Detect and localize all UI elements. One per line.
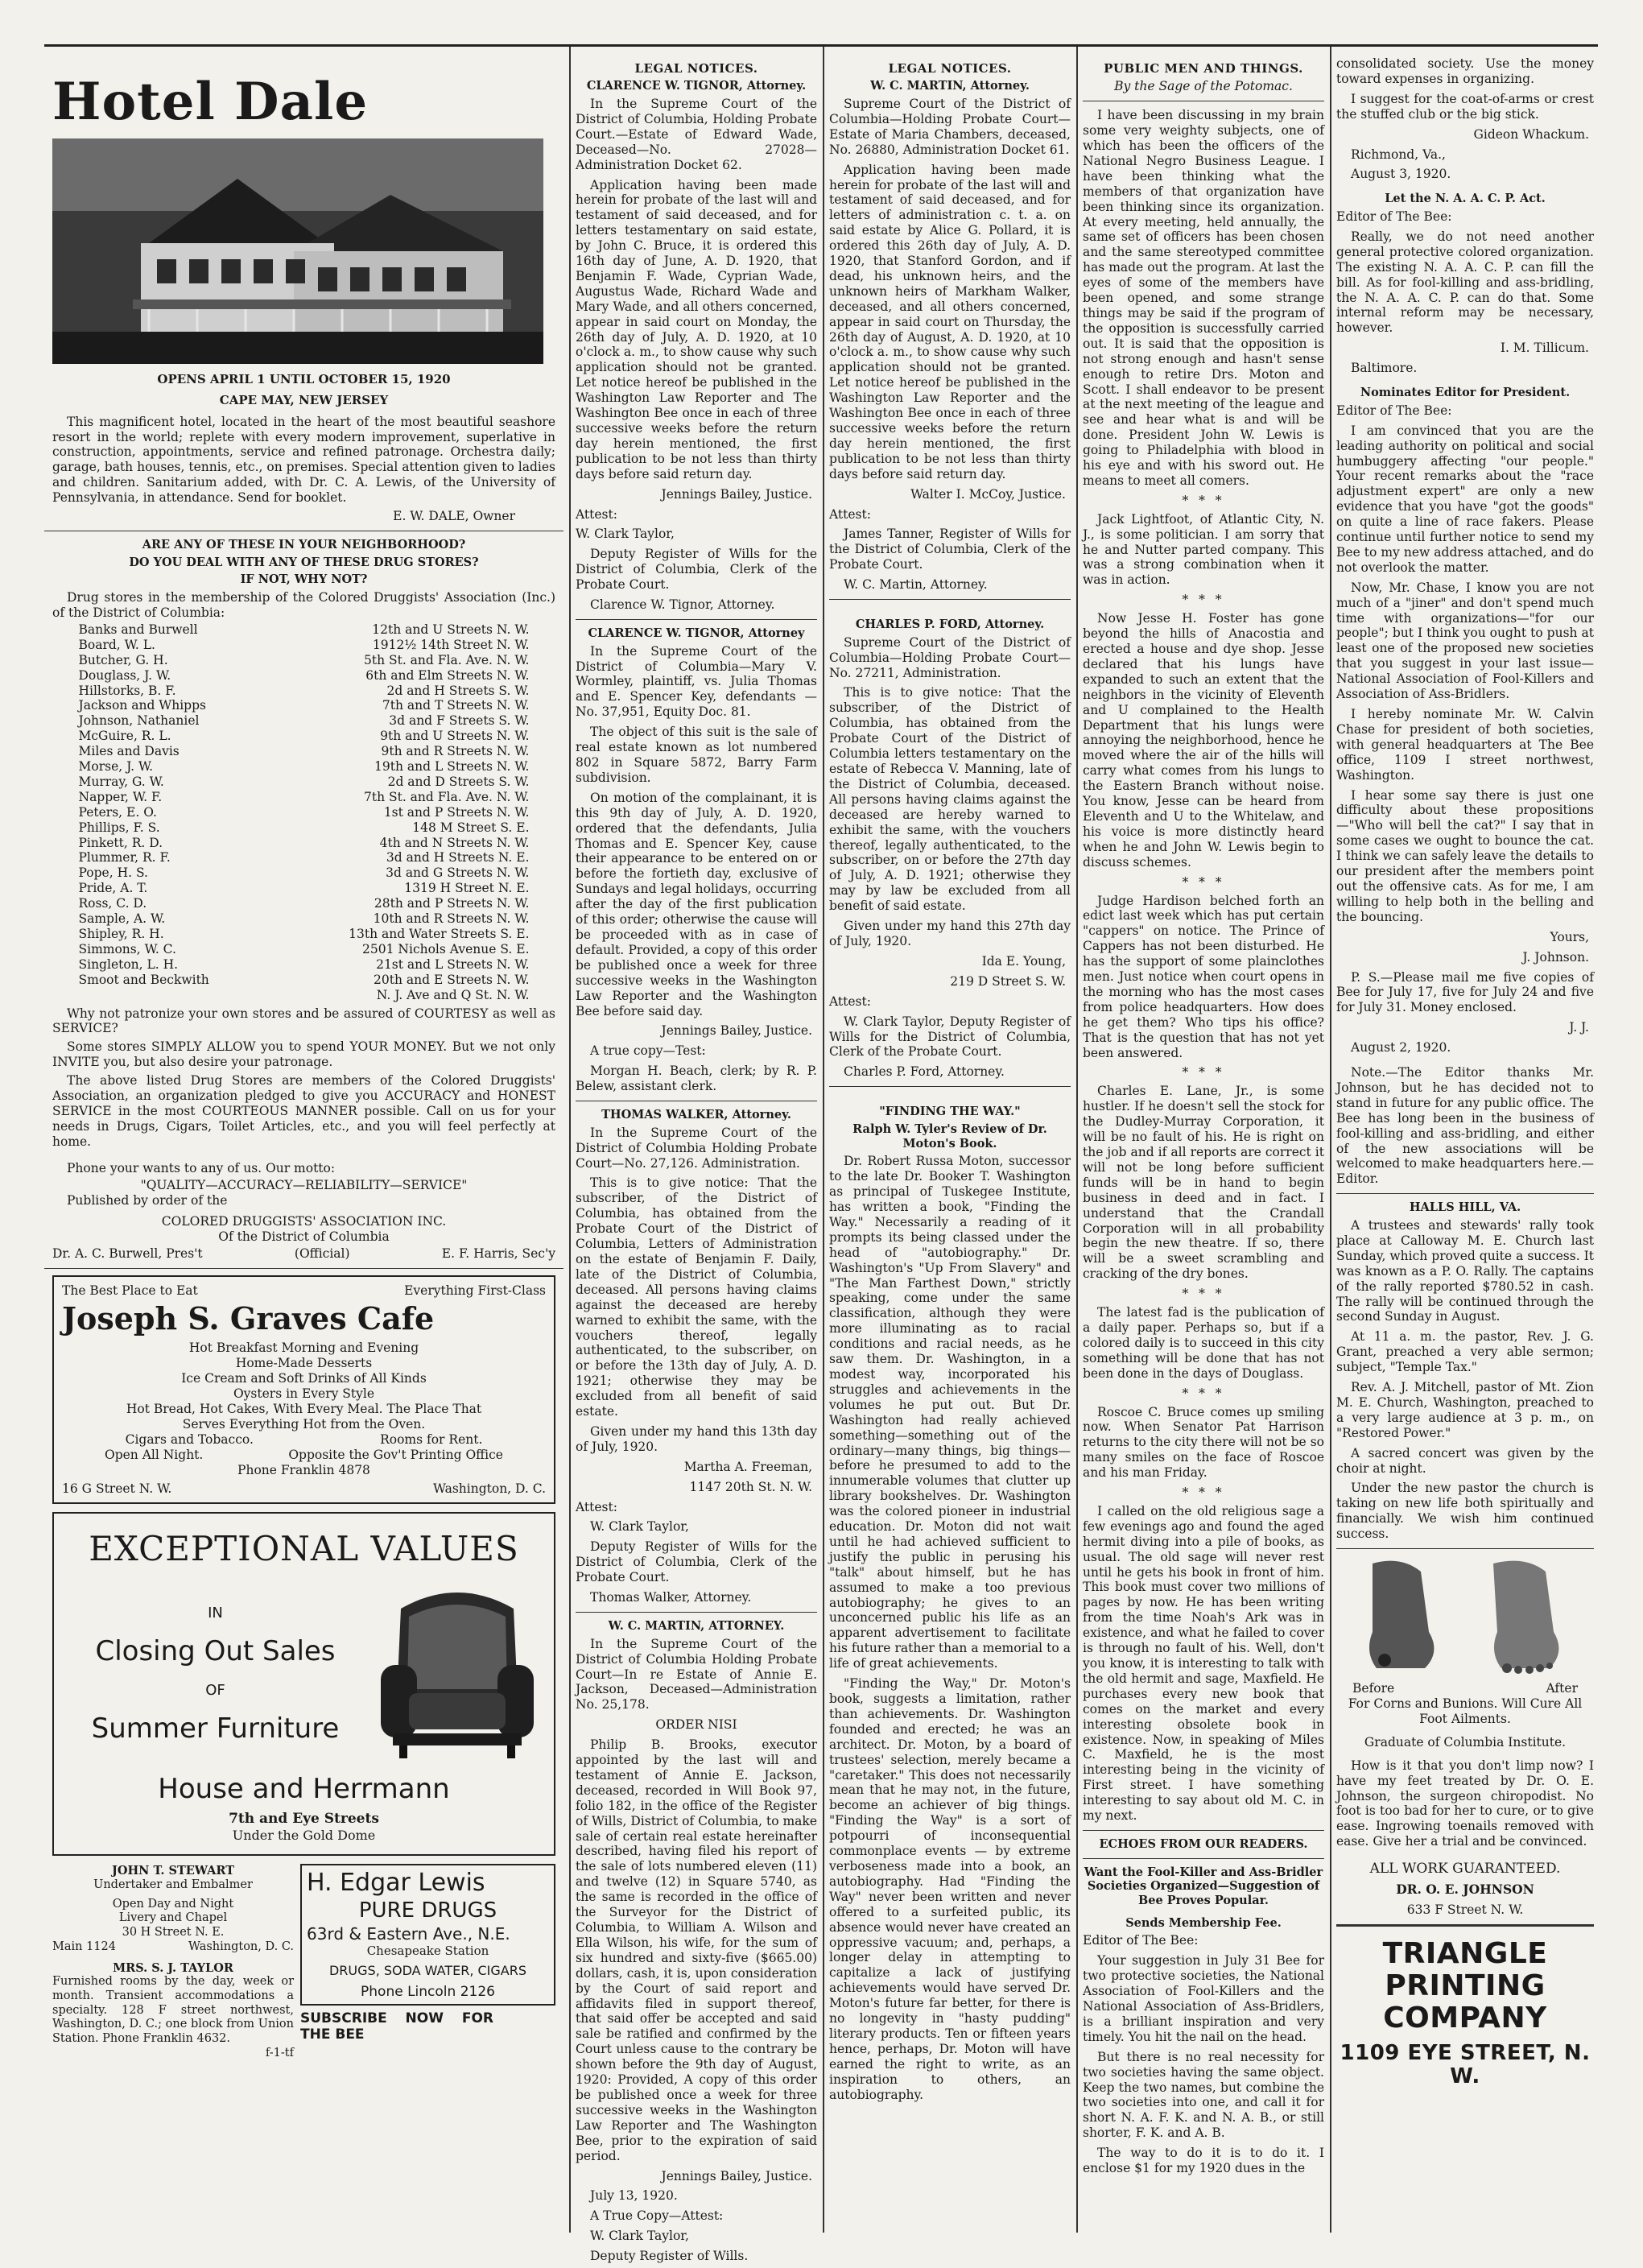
notice-signature: Jennings Bailey, Justice. [661,1023,812,1039]
lewis-drug-ad [300,1864,555,2005]
notice-attest-name: W. Clark Taylor, [576,527,675,542]
column-3 [829,56,1071,2225]
notice-martin-title: W. C. MARTIN, ATTORNEY. [608,1619,785,1634]
drug-store-extra: N. J. Ave and Q St. N. W. [376,987,530,1002]
notice-paragraph: Supreme Court of the District of Columbia—Holding Probate Court—No. 27211, Administration. [829,634,1071,680]
house-closing: Closing Out Sales [95,1635,336,1668]
notice-paragraph: In the Supreme Court of the District of Columbia—Mary V. Wormley, plaintiff, vs. Julia Thomas and E. Spencer Key, defendants — No. 37,951, Equity Doc. 81. [576,643,817,720]
drug-store-address: 7th and T Streets N. W. [382,698,530,713]
section-break: * * * [1182,1287,1225,1302]
house-title: EXCEPTIONAL VALUES [89,1529,519,1569]
drug-store-row [79,713,530,729]
drug-store-address: 1912½ 14th Street N. W. [372,637,530,652]
drug-store-name: Simmons, W. C. [78,941,176,956]
hotel-photo [52,138,543,364]
graves-l7: Cigars and Tobacco. [125,1431,254,1447]
drug-store-address: 3d and H Streets N. E. [386,850,530,865]
house-body [62,1576,546,1762]
drug-store-name: Miles and Davis [78,744,180,759]
drug-store-address: 19th and L Streets N. W. [374,759,530,775]
lewis-subscribe-ads [300,1864,555,2060]
notice-paragraph: The object of this suit is the sale of real estate known as lot numbered 802 in Square 5872, Barry Farm subdivision. [576,725,817,785]
notice-ford-title: CHARLES P. FORD, Attorney. [855,618,1045,632]
notice-attest-detail: Morgan H. Beach, clerk; by R. P. Belew, assistant clerk. [576,1064,817,1094]
letter-place: Baltimore. [1351,361,1418,376]
feet-before-after-icon [1352,1555,1578,1676]
triangle-name-2: COMPANY [1383,2002,1547,2035]
drug-official: (Official) [294,1246,350,1262]
membership-fee-heading: Sends Membership Fee. [1125,1915,1282,1930]
drug-store-row [79,942,530,957]
notice-tignor-1-title: CLARENCE W. TIGNOR, Attorney. [586,79,807,93]
notice-attest-detail: Deputy Register of Wills. [590,2249,749,2264]
drug-secretary: E. F. Harris, Sec'y [441,1246,555,1262]
lewis-station: Chesapeake Station [366,1944,489,1959]
armchair-illustration [369,1576,546,1762]
drug-store-name: Douglass, J. W. [78,667,171,683]
drug-store-name: Smoot and Beckwith [78,972,209,987]
letter-paragraph: I am convinced that you are the leading authority on political and social humbuggery affecting "our people." Your recent remarks about the "race adjustment expert" are only a new evidence that you have "got the goods" on quite a line of race fakers. Please continue until further notice to send my Bee to my new address attached, and do not overlook the matter. [1336,423,1594,575]
drug-store-name: Butcher, G. H. [78,652,168,667]
feet-illustration [1352,1555,1578,1676]
drug-store-address: 3d and F Streets S. W. [389,713,530,729]
drug-store-name: Ross, C. D. [78,896,147,911]
echoes-subheader: Want the Fool-Killer and Ass-Bridler Societies Organized—Suggestion of Bee Proves Popular. [1084,1865,1323,1908]
letter-date: August 2, 1920. [1351,1040,1451,1056]
chiropodist-ad [1336,1555,1594,1918]
hotel-signer: E. W. DALE, Owner [393,509,515,524]
drug-store-name: Murray, G. W. [78,774,164,789]
druggists-ad [44,538,563,1262]
notice-attest: Attest: [829,506,871,522]
notice-walker-title: THOMAS WALKER, Attorney. [601,1108,791,1122]
lewis-pure: PURE DRUGS [358,1898,497,1923]
drug-store-row [79,820,530,836]
drug-store-row [79,653,530,668]
notice-paragraph: In the Supreme Court of the District of Columbia, Holding Probate Court.—Estate of Edward Wade, Deceased—No. 27028—Administration Docket 62. [576,96,817,172]
drug-heading-1: ARE ANY OF THESE IN YOUR NEIGHBORHOOD? [142,538,466,552]
drug-store-row [79,896,530,911]
letter-paragraph: Your suggestion in July 31 Bee for two protective societies, the National Association of Fool-Killers and the National Association of Ass-Bridlers, is a brilliant inspiration and very timely. You hit the nail on the head. [1083,1953,1324,2044]
notice-attest-detail: Deputy Register of Wills for the District of Columbia, Clerk of the Probate Court. [576,1539,817,1585]
notice-attorney: W. C. Martin, Attorney. [844,577,988,593]
before-label: Before [1352,1681,1395,1696]
echoes-header: ECHOES FROM OUR READERS. [1099,1836,1308,1851]
article-paragraph: Rev. A. J. Mitchell, pastor of Mt. Zion M. E. Church, Washington, preached to a very large audience at 3 p. m., on "Restored Power." [1336,1380,1594,1440]
column-4 [1083,56,1324,2225]
drug-store-address: 2d and H Streets S. W. [386,683,530,698]
article-paragraph: The latest fad is the publication of a daily paper. Perhaps so, but if a colored daily is to succeed in this city something will be done that has not been done in the days of Douglass. [1083,1305,1324,1381]
before-after-labels [1352,1681,1578,1696]
drug-assoc: COLORED DRUGGISTS' ASSOCIATION INC. [161,1214,447,1229]
hotel-title: Hotel Dale [52,72,369,132]
graves-l8b: Opposite the Gov't Printing Office [288,1447,503,1462]
drug-p3: The above listed Drug Stores are members of the Colored Druggists' Association, an organization pledged to give you ACCURACY and HONEST SERVICE in the most COURTEOUS MANNER possible. Call on us for your needs in Drugs, Cigars, Toilet Articles, etc., and you will feel perfectly at home. [52,1073,555,1149]
triangle-printing-ad [1336,1938,1594,2088]
graves-l2: Home-Made Desserts [235,1356,373,1371]
graves-cafe-ad [52,1275,555,1504]
notice-attorney: Thomas Walker, Attorney. [590,1590,752,1605]
nominates-heading: Nominates Editor for President. [1360,386,1571,400]
notice-order-nisi: ORDER NISI [655,1717,737,1733]
letter-signature: Yours, [1550,929,1589,944]
drug-store-address: 12th and U Streets N. W. [372,622,530,637]
notice-paragraph: Application having been made herein for probate of the last will and testament of said deceased, and for letters of administration c. t. a. on said estate by Alice G. Pollard, it is ordered this 26th day of July, A. D. 1920, that Stanford Gordon, and if dead, his unknown heirs, and the unknown heirs of Markham Walker, deceased, and all others concerned, appear in said court on Thursday, the 26th day of August, A. D. 1920, at 10 o'clock a. m., to show cause why such application should not be granted. Let notice hereof be published in the Washington Law Reporter and the Washington Bee once in each of three successive weeks before the return day herein mentioned, the first publication to be not less than thirty days before said return day. [829,162,1071,481]
article-paragraph: Roscoe C. Bruce comes up smiling now. When Senator Pat Harrison returns to the city there will not be so many smiles on the face of Roscoe and his man Friday. [1083,1404,1324,1481]
lewis-name: H. Edgar Lewis [307,1869,485,1898]
drug-store-address: 10th and R Streets N. W. [373,911,530,927]
letter-paragraph: I hear some say there is just one difficulty about these propositions—"Who will bell the cat?" I say that in some cases we ought to bounce the cat. I think we can safely leave the details to our president after the members point out the offensive cats. As for me, I am willing to help both in the belling and the bouncing. [1336,787,1594,924]
chiropodist-address: 633 F Street N. W. [1406,1902,1524,1917]
drug-president: Dr. A. C. Burwell, Pres't [52,1246,203,1262]
drug-store-list [79,622,530,988]
legal-notices-header: LEGAL NOTICES. [888,61,1012,76]
letter-paragraph: Really, we do not need another general protective colored organization. The existing N. A. A. C. P. can fill the bill. As for fool-killing and ass-bridling, the N. A. A. C. P. can do that. Some internal reform may be necessary, however. [1336,229,1594,336]
drug-store-row [79,957,530,973]
article-paragraph: A trustees and stewards' rally took place at Calloway M. E. Church last Sunday, which proved quite a success. It was known as a P. O. Rally. The captains of the rally reported $780.52 in cash. The rally will be continued through the second Sunday in August. [1336,1217,1594,1324]
article-paragraph: I have been discussing in my brain some very weighty subjects, one of which has been the officers of the National Negro Business League. I have been thinking what the members of that organization have been thinking since its organization. At every meeting, held annually, the same set of officers has been chosen and the same stereotyped committee has made out the program. At last the eyes of some of the members have been opened, and some strange things may be said if the program of the opposition is successfully carried out. It is said that the opposition is not strong enough and hasn't sense enough to retire Drs. Moton and Scott. I shall endeavor to be present at the next meeting of the league and see and hear what is and will be done. President John W. Lewis is going to Philadelphia with blood in his eye and with his sword out. He means to meet all comers. [1083,108,1324,488]
notice-paragraph: Supreme Court of the District of Columbia—Holding Probate Court—Estate of Maria Chambers, deceased, No. 26880, Administration Docket 61. [829,96,1071,157]
taylor-code: f-1-tf [265,2046,294,2059]
notice-paragraph: In the Supreme Court of the District of Columbia Holding Probate Court—No. 27,126. Administration. [576,1125,817,1171]
drug-store-row [79,805,530,820]
hotel-illustration [52,138,543,364]
hotel-opens: OPENS APRIL 1 UNTIL OCTOBER 15, 1920 [157,372,451,387]
notice-attest-detail: Deputy Register of Wills for the District of Columbia, Clerk of the Probate Court. [576,547,817,593]
house-street: 7th and Eye Streets [229,1811,379,1828]
notice-paragraph: Given under my hand this 13th day of July, 1920. [576,1423,817,1454]
chiropodist-body: How is it that you don't limp now? I have my feet treated by Dr. O. E. Johnson, the surgeon chiropodist. No foot is too bad for her to cure, or to give ease. Ingrowing toenails removed with ease. Give her a trial and be convinced. [1336,1758,1594,1849]
letter-paragraph: consolidated society. Use the money toward expenses in organizing. [1336,56,1594,86]
letter-paragraph: But there is no real necessity for two societies having the same object. Keep the two names, but combine the two societies into one, and call it for short N. A. F. K. and N. A. B., or still shorter, F. K. and A. B. [1083,2049,1324,2141]
notice-signature: Ida E. Young, [981,953,1066,969]
graves-everything: Everything First-Class [404,1283,546,1299]
notice-attest-name: W. Clark Taylor, [590,2229,689,2244]
public-men-byline: By the Sage of the Potomac. [1114,79,1293,94]
column-rule [1330,47,1331,2233]
public-men-header: PUBLIC MEN AND THINGS. [1104,61,1303,76]
notice-attorney: Clarence W. Tignor, Attorney. [590,597,775,613]
drug-store-name: Shipley, R. H. [78,927,164,942]
drug-store-name: Phillips, F. S. [78,820,160,835]
graves-addr: 16 G Street N. W. [62,1481,172,1496]
article-paragraph: At 11 a. m. the pastor, Rev. J. G. Grant, preached a very able sermon; subject, "Temple Tax." [1336,1329,1594,1375]
section-break: * * * [1182,493,1225,508]
drug-store-name: McGuire, R. L. [78,729,171,744]
column-rule [823,47,824,2233]
drug-store-address: 13th and Water Streets S. E. [349,927,530,942]
section-break: * * * [1182,1386,1225,1401]
drug-store-row [79,622,530,638]
lewis-addr: 63rd & Eastern Ave., N.E. [307,1923,510,1944]
lewis-phone: Phone Lincoln 2126 [361,1983,495,2000]
drug-store-name: Hillstorks, B. F. [78,683,176,698]
drug-signers [52,1246,555,1262]
drug-store-row [79,865,530,881]
drug-store-address: 3d and G Streets N. W. [386,865,530,881]
notice-signature-address: 219 D Street S. W. [950,973,1066,989]
drug-store-row [79,911,530,927]
drug-store-address: 20th and E Streets N. W. [374,972,530,987]
drug-store-row [79,836,530,851]
drug-store-row [79,881,530,896]
graves-l8-row [62,1448,546,1463]
hotel-body: This magnificent hotel, located in the heart of the most beautiful seashore resort in the world; replete with every modern improvement, superlative in construction, appointments, service and refined patronage. Orchestra daily; garage, bath houses, tennis, etc., on premises. Special attention given to ladies and children. Sanitarium added, with Dr. C. A. Lewis, of the University of Pennsylvania, in attendance. Send for booklet. [52,414,555,506]
drug-intro: Drug stores in the membership of the Colored Druggists' Association (Inc.) of the District of Columbia: [52,590,555,620]
graves-l3: Ice Cream and Soft Drinks of All Kinds [181,1371,427,1386]
article-paragraph: Under the new pastor the church is taking on new life both spiritually and financially. We wish him continued success. [1336,1481,1594,1542]
article-paragraph: Judge Hardison belched forth an edict last week which has put certain "cappers" on notice. The Prince of Cappers has not been disturbed. He has the support of some plainclothes men. Just notice when court opens in the morning who has the most cases from police headquarters. How does he get them? Who tips his office? That is the question that has not yet been answered. [1083,893,1324,1060]
letter-date: August 3, 1920. [1351,167,1451,182]
notice-signature: Jennings Bailey, Justice. [661,486,812,502]
drug-heading-3: IF NOT, WHY NOT? [240,572,368,587]
drug-p4: Phone your wants to any of us. Our motto: [67,1160,336,1175]
chiropodist-graduate: Graduate of Columbia Institute. [1364,1734,1567,1750]
article-paragraph: Jack Lightfoot, of Atlantic City, N. J., is some politician. I am sorry that he and Nutter parted company. This was a strong combination when it was in action. [1083,511,1324,588]
drug-store-row [79,698,530,713]
chiropodist-tagline: For Corns and Bunions. Will Cure All Foot Ailments. [1348,1696,1583,1726]
drug-motto: "QUALITY—ACCURACY—RELIABILITY—SERVICE" [140,1177,468,1192]
notice-tignor-2-title: CLARENCE W. TIGNOR, Attorney [588,626,805,640]
drug-store-row [79,973,530,988]
graves-addr-row [62,1481,546,1497]
graves-l4: Oysters in Every Style [233,1386,375,1402]
notice-attest-name: W. Clark Taylor, [590,1519,689,1535]
halls-hill-heading: HALLS HILL, VA. [1409,1200,1521,1215]
house-text [62,1592,369,1745]
notice-paragraph: In the Supreme Court of the District of Columbia Holding Probate Court—In re Estate of Annie E. Jackson, Deceased—Administration No. 25,178. [576,1636,817,1712]
drug-store-row [79,684,530,699]
notice-paragraph: This is to give notice: That the subscriber, of the District of Columbia, has obtained from the Probate Court of the District of Columbia, Letters of Administration on the estate of Benjamin F. Daily, late of the District of Columbia, deceased. All persons having claims against the deceased are hereby warned to exhibit the same, with the vouchers thereof, legally authenticated, to the subscriber, on or before the 13th day of July, A. D. 1921; otherwise they may be excluded from all benefit of said estate. [576,1175,817,1419]
chiropodist-name: DR. O. E. JOHNSON [1396,1881,1534,1897]
article-paragraph: Dr. Robert Russa Moton, successor to the late Dr. Booker T. Washington as principal of Tuskegee Institute, has written a book, "Finding the Way." Necessarily a reading of it prompts its being classed under the head of "autobiography." Dr. Washington's "Up From Slavery" and "The Man Farthest Down," strictly speaking, come under the same classification, although they were more illuminating as to racial conditions and racial needs, as he saw them. Dr. Washington, in a modest way, incorporated his struggles and achievements in the volumes he put out. But Dr. Washington had really achieved something—something out of the ordinary—many things, big things—before he presumed to add to the innumerable volumes that clutter up library bookshelves. Dr. Washington was the colored pioneer in industrial education. Dr. Moton did not wait until he had achieved sufficient to justify the public in perusing his "talk" about himself, but he has assumed to make a too previous autobiography; he gives to an unconcerned public his life as an apparent advertisement to facilitate his future rather than a memorial to a life of great achievements. [829,1154,1071,1671]
graves-best: The Best Place to Eat [62,1283,198,1299]
chiropodist-guaranteed: ALL WORK GUARANTEED. [1369,1861,1561,1878]
drug-p2: Some stores SIMPLY ALLOW you to spend YOUR MONEY. But we not only INVITE you, but also desire your patronage. [52,1039,555,1070]
drug-store-name: Pride, A. T. [78,881,148,896]
drug-store-address: 1st and P Streets N. W. [383,804,530,820]
graves-top-line [62,1283,546,1299]
letter-signature: J. Johnson. [1522,949,1589,965]
taylor-body: Furnished rooms by the day, week or month. Transient accommodations a specialty. 128 F street northwest, Washington, D. C.; one block from Union Station. Phone Franklin 4632. [52,1975,294,2045]
graves-phone: Phone Franklin 4878 [237,1462,370,1477]
notice-signature-address: 1147 20th St. N. W. [689,1479,812,1494]
drug-store-name: Napper, W. F. [78,789,163,804]
house-summer: Summer Furniture [91,1712,340,1745]
drug-store-address: 9th and U Streets N. W. [380,729,530,744]
editor-salutation: Editor of The Bee: [1336,209,1452,225]
drug-store-name: Morse, J. W. [78,759,154,775]
triangle-name-1: TRIANGLE PRINTING [1382,1936,1548,2003]
drug-store-address: 28th and P Streets N. W. [374,896,530,911]
drug-store-name: Plummer, R. F. [78,850,171,865]
notice-paragraph: This is to give notice: That the subscriber, of the District of Columbia, has obtained from the Probate Court of the District of Columbia letters testamentary on the estate of Rebecca V. Manning, late of the District of Columbia, deceased. All persons having claims against the deceased are hereby warned to exhibit the same, with the vouchers thereof, legally authenticated, to the subscriber, on or before the 27th day of July, A. D. 1921; otherwise they may by law be excluded from all benefit of said estate. [829,685,1071,914]
letter-paragraph: I hereby nominate Mr. W. Calvin Chase for president of both societies, with general headquarters at The Bee office, 1109 I street northwest, Washington. [1336,707,1594,783]
drug-store-address: 6th and Elm Streets N. W. [365,667,530,683]
drug-store-address: 7th St. and Fla. Ave. N. W. [363,789,530,804]
drug-store-name: Sample, A. W. [78,911,166,927]
subscribe-notice: SUBSCRIBE NOW FOR THE BEE [300,2010,493,2043]
stewart-l2: Livery and Chapel [118,1911,228,1925]
graves-city: Washington, D. C. [433,1481,546,1496]
drug-store-address: 2501 Nichols Avenue S. E. [362,941,530,956]
drug-store-address: 2d and D Streets S. W. [387,774,530,789]
graves-l6: Serves Everything Hot from the Oven. [182,1416,426,1431]
notice-signature: Jennings Bailey, Justice. [661,2168,812,2183]
drug-store-address: 4th and N Streets N. W. [379,835,530,850]
lewis-drugs: DRUGS, SODA WATER, CIGARS [328,1963,527,1979]
notice-true-copy: A true copy—Test: [590,1043,706,1059]
after-label: After [1546,1681,1578,1696]
drug-store-row [79,850,530,865]
drug-store-address: 9th and R Streets N. W. [381,744,530,759]
letter-paragraph: Now, Mr. Chase, I know you are not much of a "jiner" and don't spend much time with organizations—"for our people"; but I think you ought to push at least one of the proposed new societies that you suggest in your last issue—National Association of Fool-Killers and Association of Ass-Bridlers. [1336,580,1594,702]
house-herrmann-ad [52,1512,555,1856]
article-paragraph: Now Jesse H. Foster has gone beyond the hills of Anacostia and erected a house and dye shop. Jesse declared that his lungs have expanded to such an extent that the neighbors in the vicinity of Eleventh and U complained to the Health Department that his lungs were annoying the neighborhood, hence he moved where the air of the hills will carry what comes from his lungs to the Eastern Branch without noise. You know, Jesse can be heard from Eleventh and U to the Whitelaw, and his voice is more distinctly heard when he and John W. Lewis begin to discuss schemes. [1083,611,1324,870]
stewart-l3: 30 H Street N. E. [122,1926,225,1940]
hotel-location: CAPE MAY, NEW JERSEY [219,393,389,408]
drug-store-name: Pope, H. S. [78,865,148,881]
section-break: * * * [1182,874,1225,890]
column-5 [1336,56,1594,2225]
article-paragraph: A sacred concert was given by the choir at night. [1336,1445,1594,1476]
hotel-dale-ad [44,71,563,524]
notice-attest-detail: James Tanner, Register of Wills for the District of Columbia, Clerk of the Probate Court. [829,527,1071,572]
column-rule [569,47,571,2233]
finding-the-way-subtitle: Ralph W. Tyler's Review of Dr. Moton's Book. [852,1122,1047,1151]
newspaper-page [44,44,1598,2264]
graves-l5: Hot Bread, Hot Cakes, With Every Meal. The Place That [126,1402,482,1417]
triangle-address: 1109 EYE STREET, N. W. [1340,2040,1591,2088]
drug-p1: Why not patronize your own stores and be assured of COURTESY as well as SERVICE? [52,1006,555,1036]
notice-attest: Attest: [576,1499,617,1514]
notice-attest: Attest: [576,506,617,522]
notice-paragraph: Given under my hand this 27th day of July, 1920. [829,919,1071,948]
notice-attest-detail: W. Clark Taylor, Deputy Register of Wills for the District of Columbia, Clerk of the Probate Court. [829,1014,1071,1060]
notice-attest: Attest: [829,994,871,1009]
notice-martin-title: W. C. MARTIN, Attorney. [870,79,1030,93]
stewart-taylor-ads [52,1864,294,2060]
letter-signature: J. J. [1569,1020,1589,1035]
drug-store-row [79,729,530,744]
letter-signature: Gideon Whackum. [1473,126,1589,142]
house-name: House and Herrmann [158,1772,450,1805]
drug-assoc2: Of the District of Columbia [218,1229,390,1245]
drug-store-row [79,775,530,790]
drug-store-row [79,759,530,775]
notice-paragraph: On motion of the complainant, it is this 9th day of July, A. D. 1920, ordered that the defendants, Julia Thomas and E. Spencer Key, cause their appearance to be entered on or before the fortieth day, exclusive of Sundays and legal holidays, occurring after the day of the first publication of this order; otherwise the cause will be proceeded with as in case of default. Provided, a copy of this order be published once a week for three successive weeks in the Washington Law Reporter and the Washington Bee before said day. [576,790,817,1018]
drug-store-address: 148 M Street S. E. [412,820,530,835]
article-paragraph: I called on the old religious sage a few evenings ago and found the aged hermit diving into a pile of books, as usual. The old sage will never rest until he gets his book in front of him. This book must cover two millions of pages by now. He has been writing from the time Noah's Ark was in existence, and what he failed to cover is through no fault of his. Well, don't you know, it is interesting to talk with the old hermit and sage, Maxfield. He purchases every new book that comes on the market and every interesting obsolete book in existence. Now, in speaking of Miles C. Maxfield, he is the most interesting being in the vicinity of First street. I have something interesting to say about old M. C. in my next. [1083,1503,1324,1824]
graves-l7b: Rooms for Rent. [380,1431,483,1447]
notice-attorney: Charles P. Ford, Attorney. [844,1064,1005,1080]
notice-date: July 13, 1920. [590,2188,678,2204]
drug-store-name: Banks and Burwell [78,622,198,637]
drug-store-row [79,668,530,684]
stewart-bottom [52,1940,294,1955]
drug-store-address: 5th St. and Fla. Ave. N. W. [363,652,530,667]
letter-paragraph: The way to do it is to do it. I enclose $1 for my 1920 dues in the [1083,2146,1324,2176]
graves-l1: Hot Breakfast Morning and Evening [188,1341,419,1356]
stewart-title: Undertaker and Embalmer [93,1878,253,1892]
notice-paragraph: Application having been made herein for probate of the last will and testament of said deceased, and for letters testamentary on said estate, by John C. Bruce, it is ordered this 16th day of June, A. D. 1920, that Benjamin F. Wade, Cyprian Wade, Augustus Wade, Richard Wade and Mary Wade, and all others concerned, appear in said court on Monday, the 26th day of July, A. D. 1920, at 10 o'clock a. m., to show cause why such application should not be granted. Let notice hereof be published in the Washington Law Reporter and The Washington Bee once in each of three successive weeks before the return day herein mentioned, the first publication to be not less than thirty days before said return day. [576,177,817,481]
house-of: OF [205,1681,225,1699]
drug-store-row [79,638,530,653]
drug-store-address: 21st and L Streets N. W. [376,956,530,972]
notice-signature: Walter I. McCoy, Justice. [910,486,1066,502]
finding-the-way-title: "FINDING THE WAY." [879,1105,1021,1119]
notice-true-copy: A True Copy—Attest: [590,2208,724,2224]
section-break: * * * [1182,1485,1225,1501]
stewart-city: Washington, D. C. [188,1940,294,1953]
graves-l8: Open All Night. [105,1447,204,1462]
editor-salutation: Editor of The Bee: [1336,403,1452,418]
naacp-heading: Let the N. A. A. C. P. Act. [1385,192,1546,206]
letter-paragraph: I suggest for the coat-of-arms or crest the stuffed club or the big stick. [1336,91,1594,122]
drug-heading-2: DO YOU DEAL WITH ANY OF THESE DRUG STORES? [129,555,479,569]
drug-store-row [79,927,530,942]
letter-signature: I. M. Tillicum. [1500,341,1589,356]
drug-store-name: Peters, E. O. [78,804,157,820]
article-paragraph: Charles E. Lane, Jr., is some hustler. If he doesn't sell the stock for the Dudley-Murray Corporation, it will be no fault of his. He is right on the job and if all reports are correct it will not be long before sufficient funds will be in hand to begin business in deed and in fact. I understand that the Crandall Corporation will in all probability begin the new theatre. If so, there will be a sweet scrambling and cracking of the dry bones. [1083,1084,1324,1282]
notice-paragraph: Philip B. Brooks, executor appointed by the last will and testament of Annie E. Jackson, deceased, recorded in Will Book 97, folio 182, in the office of the Register of Wills, District of Columbia, to make sale of certain real estate hereinafter described, having filed his report of the sale of lots numbered eleven (11) and twelve (12) in Square 5740, as the same is recorded in the office of the Surveyor for the District of Columbia, to William A. Wilson and Ella Wilson, his wife, for the sum of six hundred and sixty-five ($665.00) dollars, cash, it is, upon consideration by the Court of said report and affidavits filed in support thereof, that said offer be accepted and said sale be ratified and confirmed by the Court unless cause to the contrary be shown before the 9th day of August, 1920: Provided, A copy of this order be published once a week for three successive weeks in the Washington Law Reporter and The Washington Bee, prior to the expiration of said period. [576,1737,817,2163]
stewart-l1: Open Day and Night [112,1897,234,1911]
graves-name: Joseph S. Graves Cafe [62,1300,435,1337]
column-rule [1076,47,1078,2233]
column-2 [576,56,817,2264]
column-1 [44,56,563,2225]
notice-signature: Martha A. Freeman, [683,1459,812,1474]
taylor-name: MRS. S. J. TAYLOR [113,1960,233,1975]
drug-store-name: Jackson and Whipps [78,698,206,713]
letter-place: Richmond, Va., [1351,147,1446,162]
editor-salutation: Editor of The Bee: [1083,1933,1199,1948]
article-paragraph: "Finding the Way," Dr. Moton's book, suggests a limitation, rather than achievements. Dr. Washington founded and erected; he was an architect. Dr. Moton, by a board of trustees' selection, merely became a "caretaker." This does not necessarily mean that he may not, in the future, become an achiever of big things. "Finding the Way" is a sort of potpourri of inconsequential commonplace events — by extreme verboseness made into a book, an autobiography. Had "Finding the Way" never been written and never offered to a surfeited public, its absence would never have created an oppressive vacuum; and, perhaps, a longer delay in attempting to capitalize a lack of justifying achievements would have served Dr. Moton's future far better, for there is no longevity in "hasty pudding" literary products. Ten or fifteen years hence, perhaps, Dr. Moton will have earned the right to write, as an inspiration to others, an autobiography. [829,1676,1071,2102]
bottom-ads-row [52,1864,555,2060]
legal-notices-header: LEGAL NOTICES. [634,61,758,76]
house-under: Under the Gold Dome [232,1827,376,1843]
section-break: * * * [1182,1065,1225,1080]
drug-store-name: Johnson, Nathaniel [78,713,200,729]
stewart-name: JOHN T. STEWART [111,1864,235,1878]
drug-store-name: Board, W. L. [78,637,155,652]
house-in: IN [208,1605,223,1622]
drug-published: Published by order of the [67,1192,228,1208]
drug-store-address: 1319 H Street N. E. [404,881,530,896]
drug-store-name: Pinkett, R. D. [78,835,163,850]
graves-l7-row [62,1432,546,1448]
stewart-main: Main 1124 [52,1940,116,1953]
editor-note: Note.—The Editor thanks Mr. Johnson, but he has decided not to stand in future for any public office. The Bee has long been in the business of fool-killing and ass-bridling, and either of the new associations will be welcomed to make headquarters here.—Editor. [1336,1065,1594,1187]
letter-postscript: P. S.—Please mail me five copies of Bee for July 17, five for July 24 and five for July 31. Money enclosed. [1336,969,1594,1015]
drug-store-row [79,790,530,805]
drug-store-name: Singleton, L. H. [78,956,179,972]
section-break: * * * [1182,593,1225,608]
drug-store-row [79,744,530,759]
